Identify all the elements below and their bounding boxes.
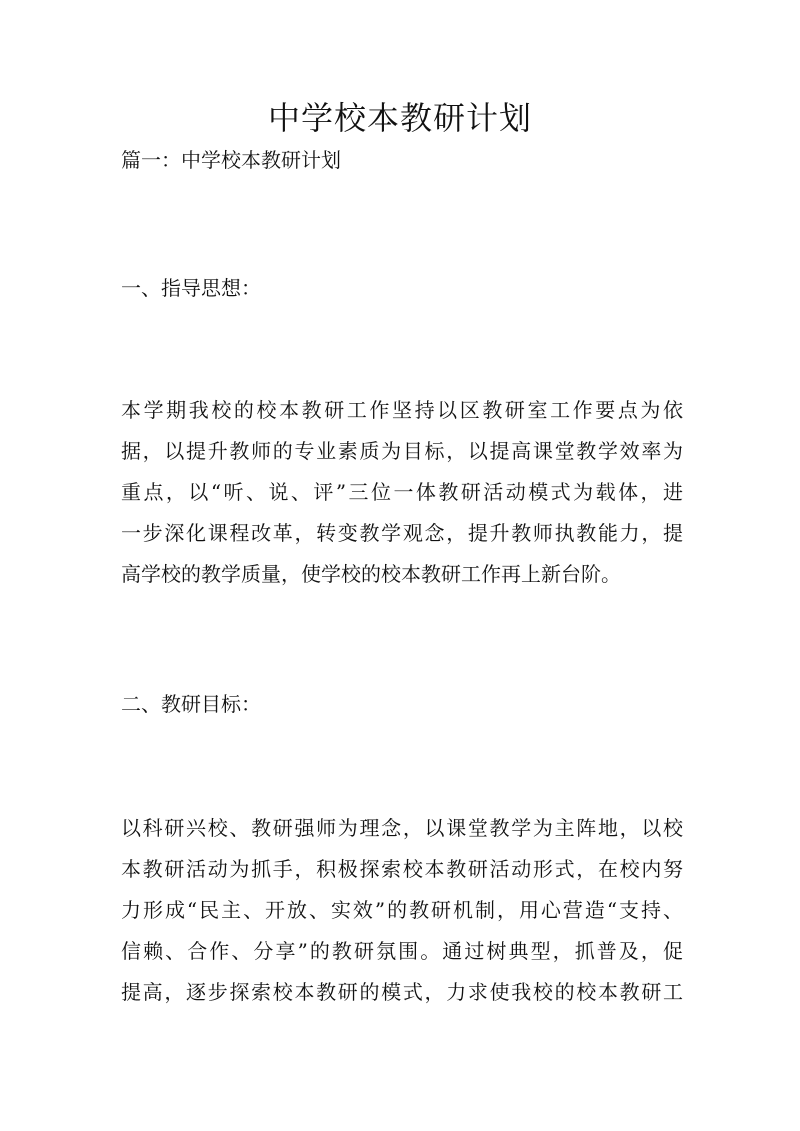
paragraph-line: 力形成“民主、开放、实效”的教研机制，用心营造“支持、: [121, 898, 683, 922]
paragraph-line: 据，以提升教师的专业素质为目标，以提高课堂教学效率为: [121, 439, 683, 463]
paragraph-line: 以科研兴校、教研强师为理念，以课堂教学为主阵地，以校: [121, 816, 683, 840]
document-title: 中学校本教研计划: [267, 99, 532, 137]
paragraph-research-goals: [121, 808, 683, 1013]
paragraph-line: 一步深化课程改革，转变教学观念，提升教师执教能力，提: [121, 521, 683, 545]
paragraph-line: 重点，以“听、说、评”三位一体教研活动模式为载体，进: [121, 480, 683, 504]
section-heading-research-goals: 二、教研目标：: [121, 692, 261, 716]
paragraph-line: 本学期我校的校本教研工作坚持以区教研室工作要点为依: [121, 398, 683, 422]
paragraph-line: 信赖、合作、分享”的教研氛围。通过树典型，抓普及，促: [121, 939, 683, 963]
section-heading-guiding-thought: 一、指导思想：: [121, 276, 261, 300]
paragraph-line: 提高，逐步探索校本教研的模式，力求使我校的校本教研工: [121, 980, 683, 1004]
paragraph-guiding-thought: [121, 390, 683, 595]
paragraph-line: 高学校的教学质量，使学校的校本教研工作再上新台阶。: [121, 562, 621, 586]
document-subtitle: 篇一：中学校本教研计划: [121, 148, 341, 172]
paragraph-line: 本教研活动为抓手，积极探索校本教研活动形式，在校内努: [121, 857, 683, 881]
